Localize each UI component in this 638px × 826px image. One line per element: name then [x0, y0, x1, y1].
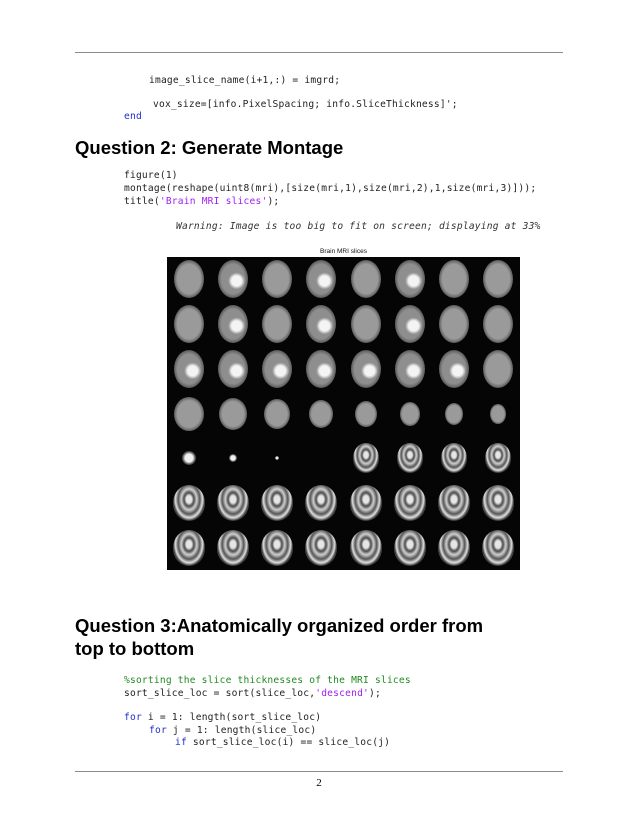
mri-slice — [394, 530, 426, 566]
code-end-keyword: end — [124, 111, 142, 122]
mri-slice — [351, 305, 381, 343]
mri-slice — [219, 398, 247, 430]
mri-slice — [305, 485, 337, 521]
mri-slice — [173, 530, 205, 566]
mri-slice — [174, 350, 204, 388]
mri-slice — [355, 401, 377, 427]
code-line-for-j: for j = 1: length(slice_loc) — [149, 725, 317, 736]
mri-slice — [217, 485, 249, 521]
mri-slice — [262, 305, 292, 343]
code-line-for-i: for i = 1: length(sort_slice_loc) — [124, 712, 322, 723]
mri-slice — [439, 260, 469, 298]
mri-slice — [353, 443, 379, 473]
header-rule — [75, 52, 563, 53]
code-line-figure: figure(1) — [124, 170, 178, 181]
mri-slice — [350, 485, 382, 521]
mri-slice — [218, 350, 248, 388]
mri-slice — [174, 305, 204, 343]
montage-title: Brain MRI slices — [320, 248, 367, 255]
mri-slice — [438, 530, 470, 566]
mri-slice — [351, 350, 381, 388]
mri-slice — [397, 443, 423, 473]
mri-slice — [395, 305, 425, 343]
mri-montage-figure — [167, 243, 520, 570]
mri-slice — [400, 402, 420, 426]
mri-slice — [490, 404, 506, 424]
mri-slice — [262, 260, 292, 298]
mri-slice — [395, 350, 425, 388]
mri-slice — [482, 530, 514, 566]
montage-image — [167, 257, 520, 570]
mri-slice — [305, 530, 337, 566]
mri-slice — [218, 305, 248, 343]
mri-slice — [275, 456, 279, 460]
mri-slice — [229, 454, 237, 462]
mri-slice — [262, 350, 292, 388]
mri-slice — [483, 305, 513, 343]
mri-slice — [264, 399, 290, 429]
mri-slice — [483, 350, 513, 388]
mri-slice — [394, 485, 426, 521]
question-3-heading: Question 3:Anatomically organized order from top to bottom — [75, 615, 484, 659]
mri-slice — [439, 350, 469, 388]
code-line-if: if sort_slice_loc(i) == slice_loc(j) — [175, 737, 391, 748]
mri-slice — [439, 305, 469, 343]
code-line-sort: sort_slice_loc = sort(slice_loc,'descend'); — [124, 688, 381, 699]
mri-slice — [482, 485, 514, 521]
mri-slice — [485, 443, 511, 473]
mri-slice — [261, 485, 293, 521]
mri-slice — [261, 530, 293, 566]
mri-slice — [173, 485, 205, 521]
mri-slice — [306, 305, 336, 343]
mri-slice — [350, 530, 382, 566]
mri-slice — [483, 260, 513, 298]
mri-slice — [174, 397, 204, 431]
mri-slice — [218, 260, 248, 298]
code-line-vox-size: vox_size=[info.PixelSpacing; info.SliceThickness]'; — [153, 99, 458, 110]
mri-slice — [441, 443, 467, 473]
mri-slice — [438, 485, 470, 521]
mri-slice — [395, 260, 425, 298]
mri-slice — [306, 260, 336, 298]
page-number: 2 — [316, 777, 322, 789]
mri-slice — [309, 400, 333, 428]
code-line-montage: montage(reshape(uint8(mri),[size(mri,1),size(mri,2),1,size(mri,3)])); — [124, 183, 537, 194]
mri-slice — [174, 260, 204, 298]
code-comment-sorting: %sorting the slice thicknesses of the MRI slices — [124, 675, 411, 686]
mri-slice — [182, 451, 196, 465]
mri-slice — [217, 530, 249, 566]
question-2-heading: Question 2: Generate Montage — [75, 137, 344, 158]
code-line-title: title('Brain MRI slices'); — [124, 196, 280, 207]
footer-rule — [75, 771, 563, 772]
mri-slice — [306, 350, 336, 388]
mri-slice — [445, 403, 463, 425]
mri-slice — [351, 260, 381, 298]
warning-message: Warning: Image is too big to fit on screen; displaying at 33% — [176, 221, 541, 232]
code-line-image-slice-name: image_slice_name(i+1,:) = imgrd; — [149, 75, 341, 86]
